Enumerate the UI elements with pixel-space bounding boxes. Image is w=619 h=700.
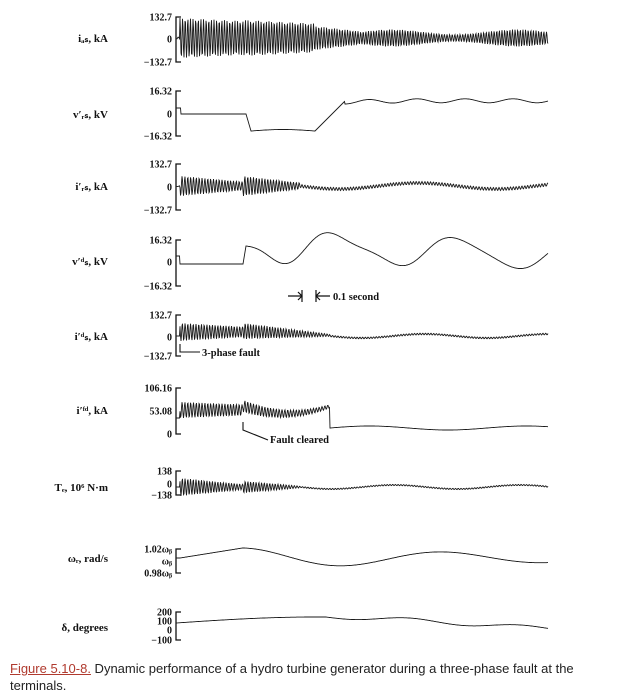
tick-label-delta-3: −100 xyxy=(151,635,172,647)
series-line-vds xyxy=(176,233,548,269)
panel-vqs xyxy=(73,87,548,143)
cleared-leader-line xyxy=(243,422,268,440)
tick-label-wr-0: 1.02ωᵦ xyxy=(144,544,172,556)
cleared-label: Fault cleared xyxy=(270,435,330,446)
scale-bar-label: 0.1 second xyxy=(333,292,380,303)
tick-label-vqs-0: 16.32 xyxy=(149,86,172,98)
panel-wr xyxy=(68,545,548,580)
y-axis-label-vds: v′ᵈₛ, kV xyxy=(72,256,108,268)
tick-label-ias-2: −132.7 xyxy=(143,57,172,69)
tick-label-ids-1: 0 xyxy=(167,332,172,344)
panel-te xyxy=(54,467,548,502)
tick-label-te-2: −138 xyxy=(151,490,172,502)
panel-vds xyxy=(72,233,548,293)
panel-delta xyxy=(62,608,548,647)
tick-label-vds-0: 16.32 xyxy=(149,235,172,247)
y-axis-bracket-ifd xyxy=(176,388,181,434)
y-axis-label-delta: δ, degrees xyxy=(61,622,108,634)
tick-label-delta-1: 100 xyxy=(157,616,172,628)
tick-label-vqs-1: 0 xyxy=(167,109,172,121)
panel-ias xyxy=(78,13,548,69)
tick-label-te-0: 138 xyxy=(157,466,172,478)
figure-number: Figure 5.10-8. xyxy=(10,661,91,676)
series-line-ifd xyxy=(176,401,548,430)
y-axis-label-wr: ωᵣ, rad/s xyxy=(67,553,108,565)
tick-label-iqs-0: 132.7 xyxy=(149,159,172,171)
tick-label-ifd-0: 106.16 xyxy=(144,383,172,395)
fault-leader-line xyxy=(180,344,200,352)
series-line-iqs xyxy=(176,176,548,196)
y-axis-bracket-wr xyxy=(176,549,181,573)
series-line-vqs xyxy=(176,99,548,131)
scale-bar xyxy=(288,290,379,303)
y-axis-bracket-delta xyxy=(176,612,181,640)
y-axis-bracket-vqs xyxy=(176,91,181,136)
y-axis-label-vqs: v′ᵣₛ, kV xyxy=(72,109,108,121)
cleared-annotation xyxy=(243,422,329,446)
tick-label-ids-2: −132.7 xyxy=(143,351,172,363)
y-axis-label-ias: iₐₛ, kA xyxy=(78,33,108,45)
series-line-te xyxy=(176,479,548,496)
tick-label-wr-1: ωᵦ xyxy=(161,556,172,568)
scale-bar-right-arrow xyxy=(316,290,330,302)
y-axis-label-ids: i′ᵈₛ, kA xyxy=(74,331,108,343)
tick-label-iqs-1: 0 xyxy=(167,182,172,194)
tick-label-vds-1: 0 xyxy=(167,257,172,269)
panel-ifd xyxy=(77,384,548,441)
tick-label-ifd-2: 0 xyxy=(167,429,172,441)
series-line-wr xyxy=(176,548,548,566)
y-axis-label-te: Tₑ, 10⁶ N·m xyxy=(54,482,108,494)
tick-label-ias-1: 0 xyxy=(167,34,172,46)
caption-text: Dynamic performance of a hydro turbine generator during a three-phase fault at the terminals. xyxy=(10,661,574,693)
tick-label-ids-0: 132.7 xyxy=(149,310,172,322)
tick-label-iqs-2: −132.7 xyxy=(143,205,172,217)
scale-bar-left-arrow xyxy=(288,290,302,302)
series-line-ias xyxy=(176,18,548,58)
tick-label-wr-2: 0.98ωᵦ xyxy=(144,568,172,580)
panel-iqs xyxy=(75,160,548,217)
y-axis-label-iqs: i′ᵣₛ, kA xyxy=(75,181,108,193)
tick-label-vds-2: −16.32 xyxy=(143,281,172,293)
figure-caption xyxy=(10,660,610,694)
panel-ids xyxy=(75,311,548,363)
tick-label-vqs-2: −16.32 xyxy=(143,131,172,143)
y-axis-label-ifd: i′ᶠᵈ, kA xyxy=(76,405,108,417)
tick-label-ias-0: 132.7 xyxy=(149,12,172,24)
fault-annotation xyxy=(180,344,261,359)
tick-label-ifd-1: 53.08 xyxy=(149,406,172,418)
series-line-ids xyxy=(176,323,548,341)
tick-label-delta-2: 0 xyxy=(167,625,172,637)
series-line-delta xyxy=(176,617,548,628)
tick-label-te-1: 0 xyxy=(167,479,172,491)
fault-label: 3-phase fault xyxy=(202,348,261,359)
tick-label-delta-0: 200 xyxy=(157,607,172,619)
